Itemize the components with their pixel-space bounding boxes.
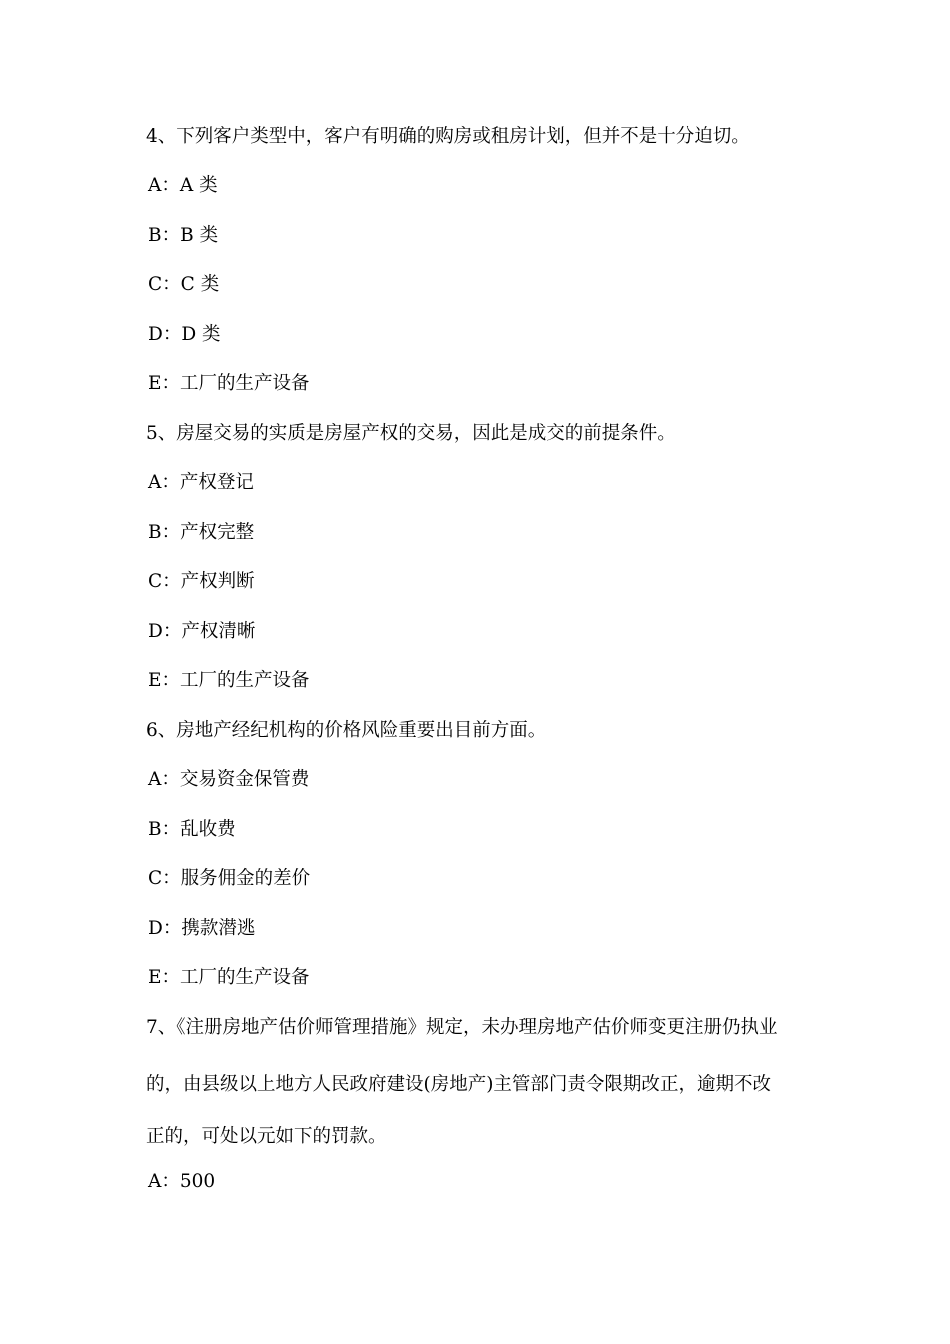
question-4-stem: 4、下列客户类型中，客户有明确的购房或租房计划，但并不是十分迫切。 (146, 126, 750, 147)
question-5-option-d: D：产权清晰 (148, 621, 256, 642)
question-5-option-b: B：产权完整 (148, 522, 255, 543)
question-4-option-a: A：A 类 (148, 175, 218, 196)
question-5-option-a: A：产权登记 (148, 472, 254, 493)
question-6-option-c: C：服务佣金的差价 (148, 868, 311, 889)
question-4-option-c: C：C 类 (148, 274, 220, 295)
question-7-stem-line-1: 7、《注册房地产估价师管理措施》规定，未办理房地产估价师变更注册仍执业 (146, 1017, 778, 1038)
question-4-option-d: D：D 类 (148, 324, 221, 345)
question-5-option-e: E：工厂的生产设备 (148, 670, 310, 691)
question-6-option-a: A：交易资金保管费 (148, 769, 310, 790)
question-6-option-b: B：乱收费 (148, 819, 236, 840)
question-7-option-a: A：500 (148, 1171, 216, 1192)
question-5-option-c: C：产权判断 (148, 571, 255, 592)
question-6-stem: 6、房地产经纪机构的价格风险重要出目前方面。 (146, 720, 547, 741)
question-6-option-e: E：工厂的生产设备 (148, 967, 310, 988)
question-5-stem: 5、房屋交易的实质是房屋产权的交易，因此是成交的前提条件。 (146, 423, 676, 444)
question-4-option-b: B：B 类 (148, 225, 219, 246)
question-7-stem-line-3: 正的，可处以元如下的罚款。 (146, 1126, 387, 1147)
question-6-option-d: D：携款潜逃 (148, 918, 256, 939)
question-4-option-e: E：工厂的生产设备 (148, 373, 310, 394)
question-7-stem-line-2: 的，由县级以上地方人民政府建设(房地产)主管部门责令限期改正，逾期不改 (146, 1074, 771, 1095)
